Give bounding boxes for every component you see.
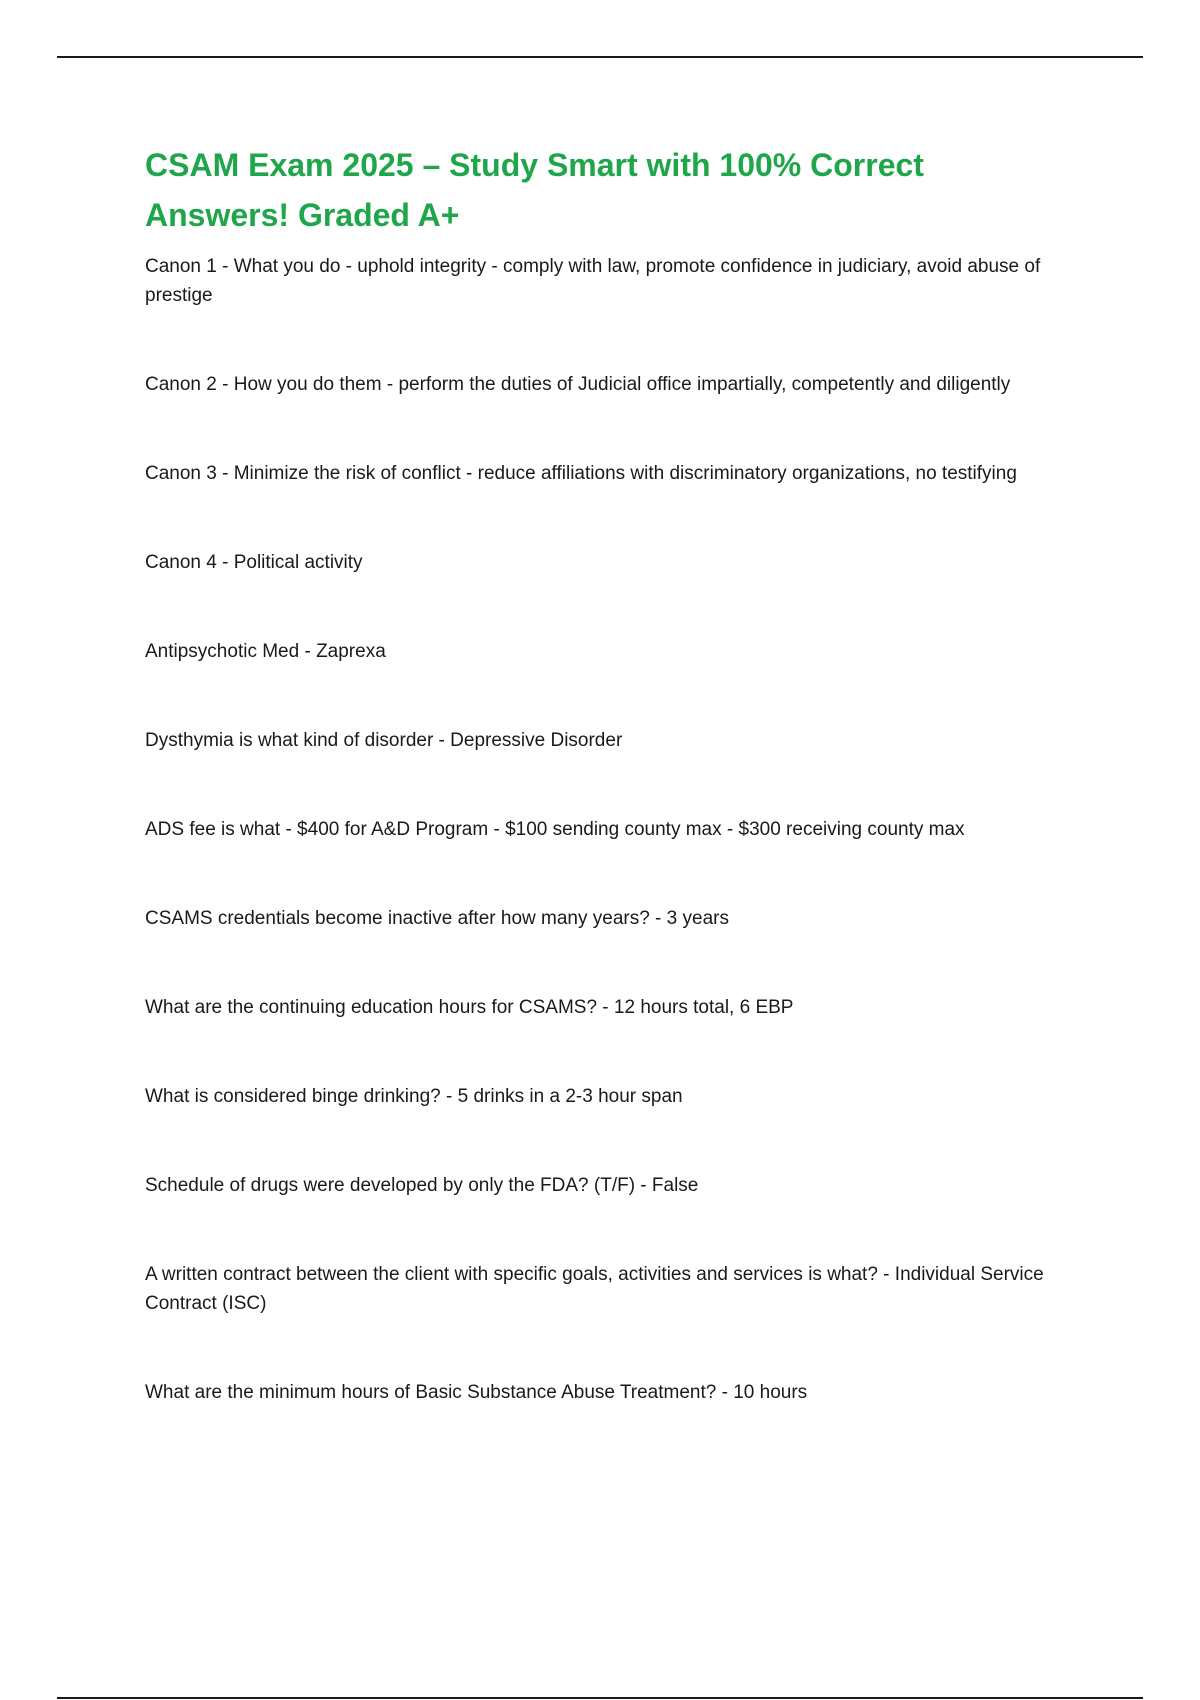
document-body — [145, 140, 1065, 1467]
qa-item: Canon 3 - Minimize the risk of conflict - reduce affiliations with discriminatory organizations, no testifying — [145, 463, 1017, 484]
header-rule — [57, 56, 1143, 58]
qa-item: What is considered binge drinking? - 5 drinks in a 2-3 hour span — [145, 1086, 683, 1107]
qa-item: ADS fee is what - $400 for A&D Program - $100 sending county max - $300 receiving county max — [145, 819, 965, 840]
qa-item: Canon 4 - Political activity — [145, 552, 363, 573]
qa-item: Schedule of drugs were developed by only the FDA? (T/F) - False — [145, 1175, 699, 1196]
qa-item: Dysthymia is what kind of disorder - Depressive Disorder — [145, 730, 623, 751]
qa-item: CSAMS credentials become inactive after how many years? - 3 years — [145, 908, 729, 929]
qa-list — [145, 252, 1065, 1407]
footer-rule — [57, 1697, 1143, 1699]
qa-item: What are the continuing education hours for CSAMS? - 12 hours total, 6 EBP — [145, 997, 794, 1018]
qa-item: A written contract between the client with specific goals, activities and services is what? - Individual Service Contract (ISC) — [145, 1264, 1044, 1314]
qa-item: Canon 1 - What you do - uphold integrity - comply with law, promote confidence in judiciary, avoid abuse of prestige — [145, 256, 1041, 306]
document-title: CSAM Exam 2025 – Study Smart with 100% Correct Answers! Graded A+ — [145, 147, 924, 233]
qa-item: Antipsychotic Med - Zaprexa — [145, 641, 386, 662]
qa-item: What are the minimum hours of Basic Substance Abuse Treatment? - 10 hours — [145, 1382, 808, 1403]
qa-item: Canon 2 - How you do them - perform the duties of Judicial office impartially, competently and diligently — [145, 374, 1011, 395]
